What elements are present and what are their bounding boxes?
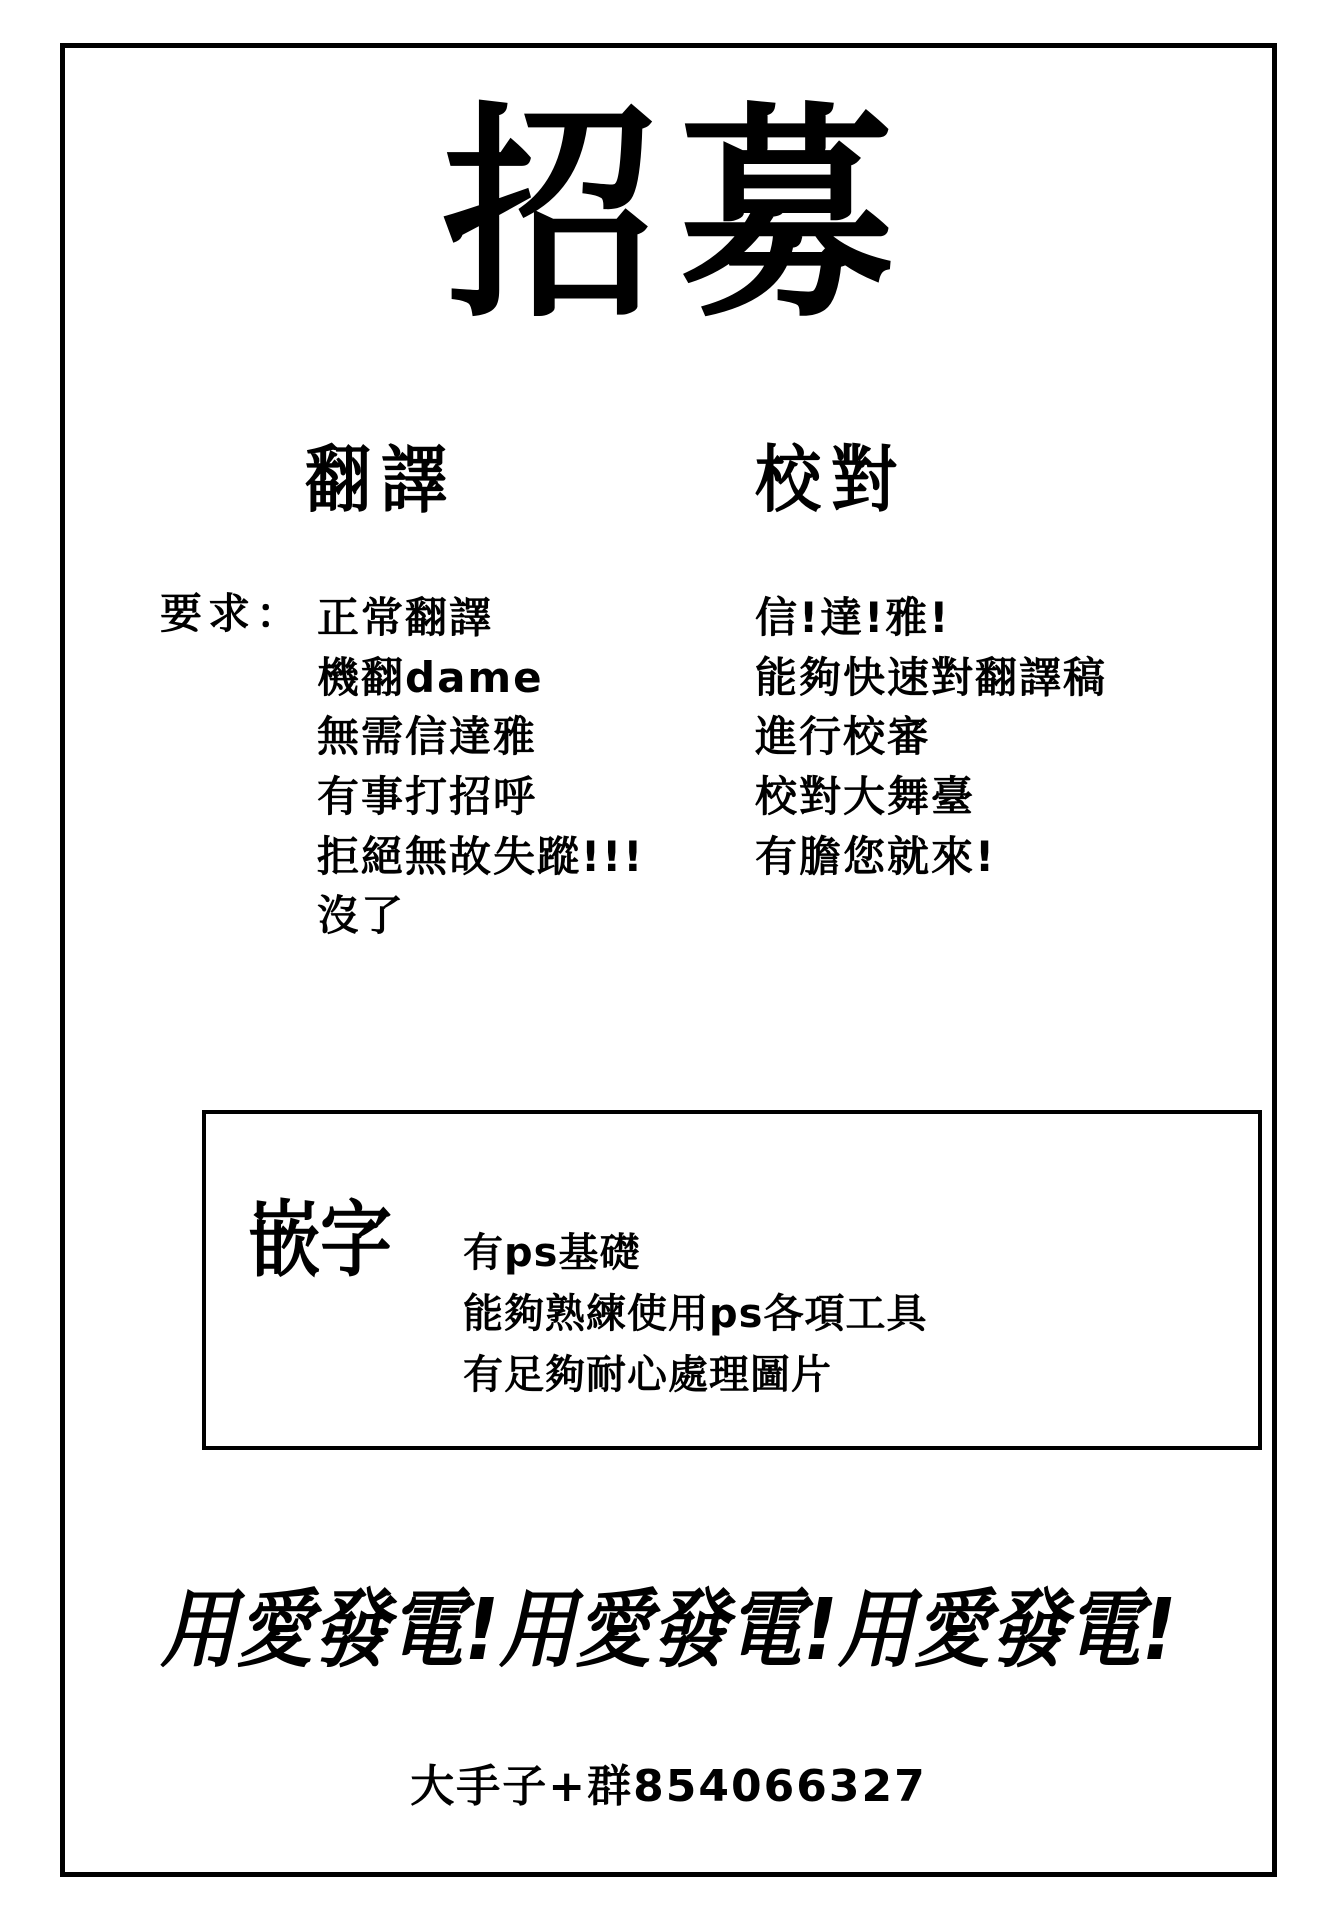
list-item: 信!達!雅! [755,593,951,642]
list-item: 正常翻譯 [317,593,494,642]
list-item: 有足夠耐心處理圖片 [463,1351,832,1398]
typesetting-requirements-list [463,1223,927,1405]
list-item: 進行校審 [755,712,932,762]
requirements-label: 要求： [160,589,305,638]
heading-proofreading: 校對 [755,438,907,523]
list-item: 能夠熟練使用ps各項工具 [463,1290,928,1337]
heading-typesetting: 嵌字 [247,1191,392,1289]
list-item: 沒了 [317,891,406,941]
poster-frame [60,43,1277,1877]
list-item: 校對大舞臺 [755,771,976,821]
list-item: 能夠快速對翻譯稿 [755,652,1108,702]
list-item: 無需信達雅 [317,712,538,762]
list-item: 拒絕無故失蹤!!! [317,831,645,881]
slogan-text: 用愛發電!用愛發電!用愛發電! [160,1579,1177,1680]
column-headings [65,438,1272,548]
list-item: 有ps基礎 [463,1230,641,1276]
page-title: 招募 [442,82,917,349]
list-item: 機翻dame [317,652,544,702]
list-item: 有事打招呼 [317,771,538,821]
list-item: 有膽您就來! [755,831,997,881]
proofreading-requirements-list [755,588,1235,886]
translation-requirements-list [317,588,737,946]
heading-translation: 翻譯 [305,438,457,523]
contact-info: 大手子+群854066327 [410,1761,927,1812]
